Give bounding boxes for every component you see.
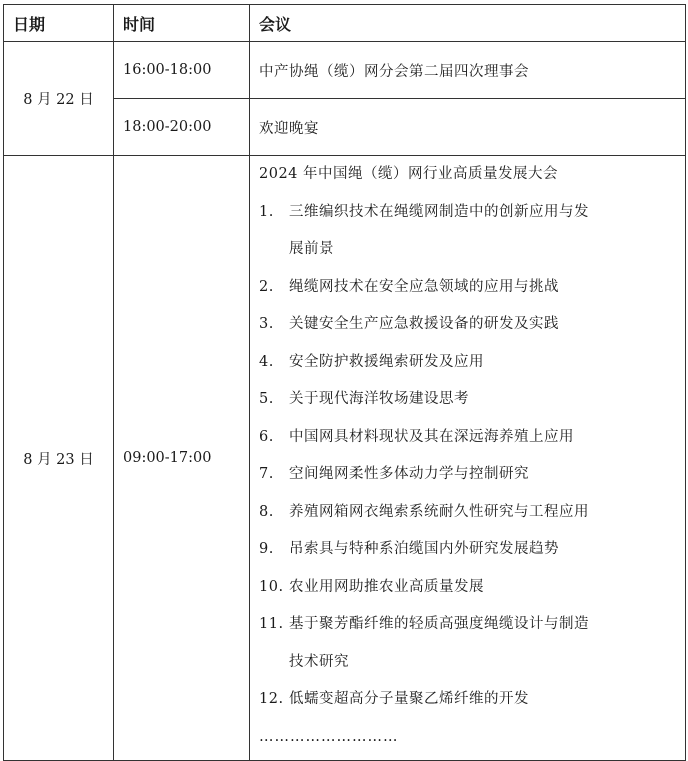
item-text: [289, 350, 677, 388]
list-item: [259, 612, 677, 687]
item-text-line: 低蠕变超高分子量聚乙烯纤维的开发: [289, 691, 529, 707]
item-number: 2.: [259, 278, 274, 295]
item-text-line: 三维编织技术在绳缆网制造中的创新应用与发: [289, 203, 589, 220]
list-item: [259, 687, 677, 725]
item-text: [289, 500, 677, 538]
item-text: [289, 312, 677, 350]
item-text-line: 空间绳网柔性多体动力学与控制研究: [289, 466, 529, 482]
meeting-cell: 中产协绳（缆）网分会第二届四次理事会: [250, 42, 686, 99]
date-cell: 8 月 23 日: [4, 156, 114, 761]
list-item: [259, 462, 677, 500]
item-text: [289, 200, 677, 275]
item-text: [289, 275, 677, 313]
item-text: [289, 387, 677, 425]
item-text-line: 展前景: [289, 241, 334, 257]
list-item: [259, 350, 677, 388]
item-number: 4.: [259, 353, 274, 370]
list-item: [259, 387, 677, 425]
item-text-line: 养殖网箱网衣绳索系统耐久性研究与工程应用: [289, 503, 589, 520]
schedule-table: [3, 4, 686, 761]
header-date: 日期: [4, 5, 114, 42]
date-cell: 8 月 22 日: [4, 42, 114, 156]
item-number: 8.: [259, 503, 274, 520]
meeting-agenda-cell: [250, 156, 686, 761]
list-item: [259, 312, 677, 350]
item-text-line: 技术研究: [289, 653, 349, 670]
item-text: [289, 575, 677, 613]
item-number: 5.: [259, 391, 274, 407]
header-time: 时间: [114, 5, 250, 42]
item-number: 11.: [259, 616, 284, 632]
header-row: [4, 5, 686, 42]
item-text-line: 基于聚芳酯纤维的轻质高强度绳缆设计与制造: [289, 616, 589, 632]
item-number: 6.: [259, 428, 274, 445]
list-item: [259, 537, 677, 575]
conference-title: 2024 年中国绳（缆）网行业高质量发展大会: [259, 166, 559, 182]
list-item: [259, 200, 677, 275]
item-text: [289, 462, 677, 500]
agenda-list: [259, 200, 677, 725]
item-text-line: 绳缆网技术在安全应急领域的应用与挑战: [289, 278, 559, 295]
item-text-line: 关键安全生产应急救援设备的研发及实践: [289, 316, 559, 332]
time-cell: 18:00-20:00: [114, 99, 250, 156]
item-text-line: 吊索具与特种系泊缆国内外研究发展趋势: [289, 541, 559, 557]
item-text: [289, 612, 677, 687]
list-item: [259, 575, 677, 613]
ellipsis: ………………………: [259, 728, 399, 745]
time-cell: 09:00-17:00: [114, 156, 250, 761]
item-text-line: 安全防护救援绳索研发及应用: [289, 353, 484, 370]
header-meeting: 会议: [250, 5, 686, 42]
item-number: 10.: [259, 578, 284, 595]
list-item: [259, 500, 677, 538]
item-number: 1.: [259, 203, 274, 220]
item-number: 3.: [259, 316, 274, 332]
item-text-line: 中国网具材料现状及其在深远海养殖上应用: [289, 428, 574, 445]
table-row: [4, 156, 686, 761]
item-text-line: 农业用网助推农业高质量发展: [289, 578, 484, 595]
time-cell: 16:00-18:00: [114, 42, 250, 99]
item-number: 12.: [259, 691, 284, 707]
list-item: [259, 425, 677, 463]
item-number: 7.: [259, 466, 274, 482]
list-item: [259, 275, 677, 313]
item-text: [289, 425, 677, 463]
item-text-line: 关于现代海洋牧场建设思考: [289, 391, 469, 407]
item-number: 9.: [259, 541, 274, 557]
meeting-cell: 欢迎晚宴: [250, 99, 686, 156]
item-text: [289, 687, 677, 725]
item-text: [289, 537, 677, 575]
table-row: [4, 42, 686, 99]
